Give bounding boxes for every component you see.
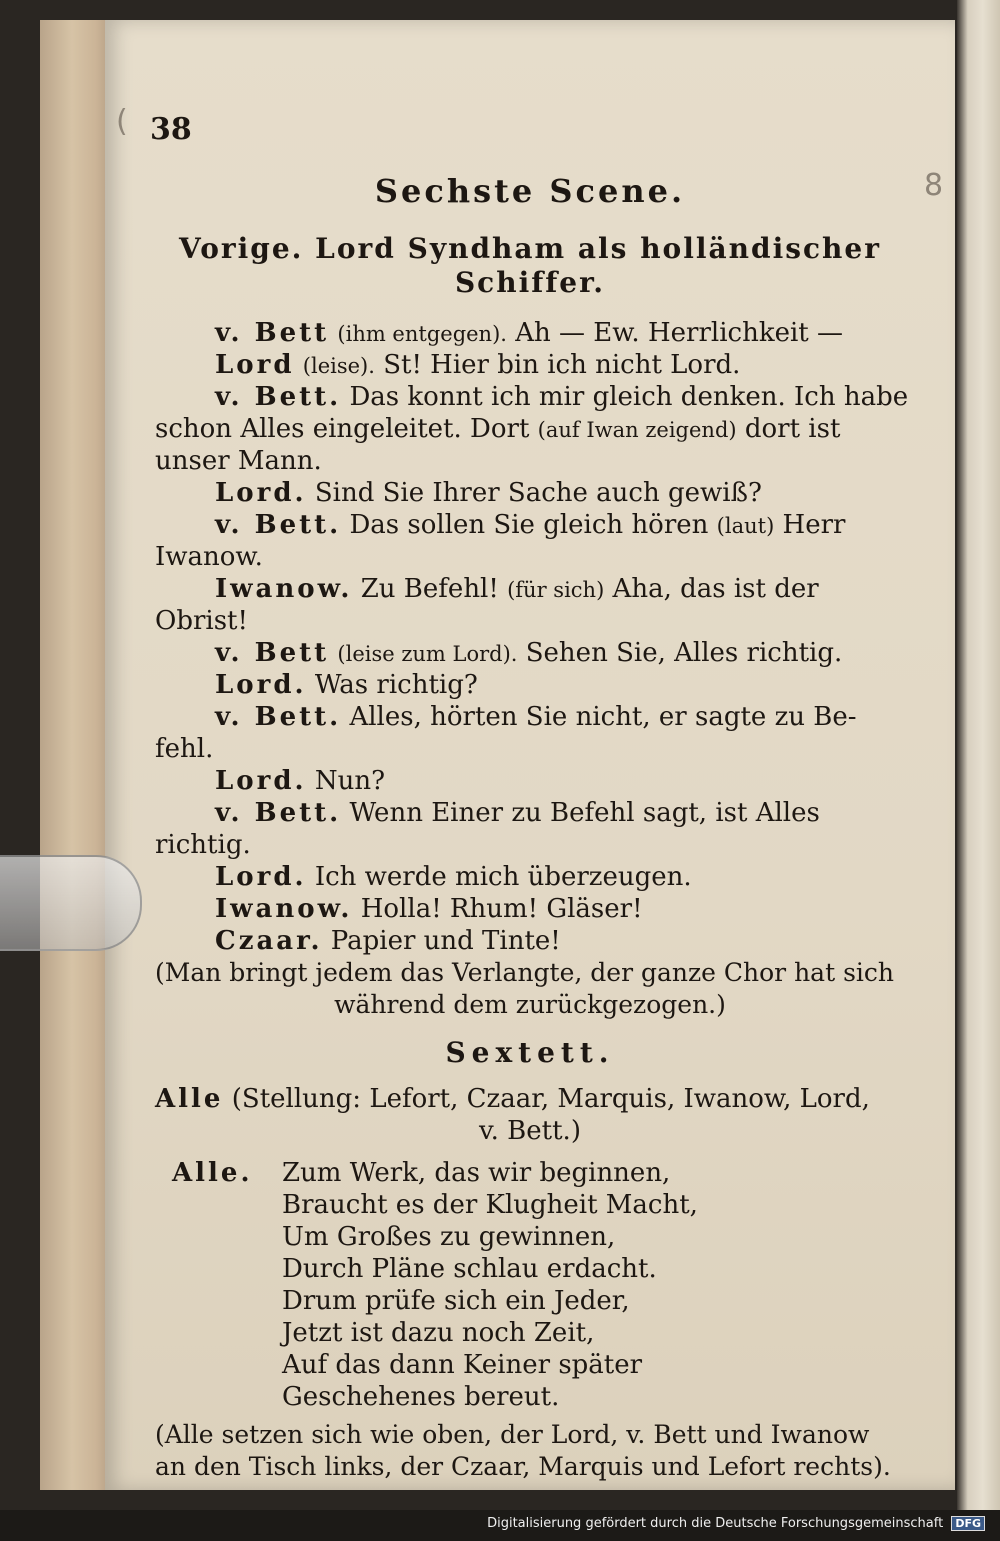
dialogue-text: Sehen Sie, Alles richtig. <box>525 638 843 668</box>
stage-direction: (leise zum Lord). <box>337 642 518 666</box>
dialogue-text: Zu Befehl! <box>360 574 508 604</box>
dialogue-continuation: Iwanow. <box>155 542 263 572</box>
dialogue-line <box>215 798 820 828</box>
dialogue-continuation <box>155 414 840 444</box>
stage-direction-line-1: (Alle setzen sich wie oben, der Lord, v. Bett und Iwanow <box>155 1420 870 1449</box>
verse-line: Durch Pläne schlau erdacht. <box>282 1254 657 1284</box>
digitization-footer <box>0 1516 985 1531</box>
dialogue-line <box>215 478 762 508</box>
dialogue-text: Was richtig? <box>314 670 478 700</box>
verse-line: Um Großes zu gewinnen, <box>282 1222 616 1252</box>
speaker-name: v. Bett <box>215 638 330 668</box>
speaker-name: Czaar. <box>215 926 323 956</box>
page-clamp <box>0 855 142 951</box>
dialogue-line <box>215 766 385 796</box>
pencil-mark-right: 8 <box>924 168 944 203</box>
dialogue-text: Ah — Ew. Herrlichkeit — <box>515 318 843 348</box>
pencil-mark-left: ( <box>116 104 128 139</box>
dialogue-text: schon Alles eingeleitet. Dort <box>155 414 538 444</box>
alle-stellung-continuation: v. Bett.) <box>479 1116 581 1146</box>
stage-direction: (laut) <box>716 514 775 538</box>
dialogue-line <box>215 926 561 956</box>
speaker-name: Lord. <box>215 862 307 892</box>
speaker-name: v. Bett. <box>215 510 342 540</box>
speaker-name: v. Bett. <box>215 702 342 732</box>
dialogue-line <box>215 318 843 348</box>
stage-heading-line-1: Vorige. Lord Syndham als holländischer <box>179 232 881 265</box>
verse-line: Braucht es der Klugheit Macht, <box>282 1190 698 1220</box>
dialogue-continuation: unser Mann. <box>155 446 322 476</box>
dialogue-text: dort ist <box>736 414 841 444</box>
dialogue-line <box>215 350 740 380</box>
dialogue-text: Wenn Einer zu Befehl sagt, ist Alles <box>349 798 820 828</box>
stage-direction-line-1: (Man bringt jedem das Verlangte, der ganze Chor hat sich <box>155 958 895 987</box>
stage-direction: (leise). <box>302 354 375 378</box>
stage-direction-line-2: an den Tisch links, der Czaar, Marquis und Lefort rechts). <box>155 1452 891 1481</box>
dfg-logo-icon: DFG <box>951 1516 985 1531</box>
page-number: 38 <box>150 112 192 147</box>
dialogue-line <box>215 670 478 700</box>
dialogue-text: Sind Sie Ihrer Sache auch gewiß? <box>314 478 762 508</box>
dialogue-text: Das sollen Sie gleich hören <box>349 510 717 540</box>
dialogue-continuation: Obrist! <box>155 606 248 636</box>
speaker-name: v. Bett. <box>215 382 342 412</box>
dialogue-line <box>215 510 845 540</box>
dialogue-line <box>215 574 819 604</box>
sextett-title: Sextett. <box>445 1036 615 1069</box>
footer-text: Digitalisierung gefördert durch die Deutsche Forschungsgemeinschaft <box>487 1516 944 1531</box>
stage-heading-line-2: Schiffer. <box>454 266 606 299</box>
dialogue-text: Herr <box>774 510 846 540</box>
speaker-name: Iwanow. <box>215 574 353 604</box>
dialogue-text: Alles, hörten Sie nicht, er sagte zu Be- <box>349 702 857 732</box>
dialogue-text: St! Hier bin ich nicht Lord. <box>383 350 741 380</box>
speaker-name: Alle <box>155 1084 224 1114</box>
dialogue-continuation: fehl. <box>155 734 214 764</box>
stage-direction-line-2: während dem zurückgezogen.) <box>334 990 726 1019</box>
stage-direction: (ihm entgegen). <box>337 322 507 346</box>
dialogue-text: Das konnt ich mir gleich denken. Ich habe <box>349 382 909 412</box>
alle-stellung-line <box>155 1084 870 1114</box>
speaker-name: v. Bett <box>215 318 330 348</box>
verse-line: Jetzt ist dazu noch Zeit, <box>282 1318 595 1348</box>
dialogue-text: Nun? <box>314 766 386 796</box>
dialogue-line <box>215 862 692 892</box>
verse-speaker: Alle. <box>172 1158 253 1188</box>
speaker-name: Iwanow. <box>215 894 353 924</box>
speaker-name: Lord. <box>215 766 307 796</box>
scene-title: Sechste Scene. <box>374 172 686 210</box>
speaker-name: Lord. <box>215 478 307 508</box>
next-page-edge <box>957 0 1000 1510</box>
speaker-name: Lord. <box>215 670 307 700</box>
dialogue-text: Holla! Rhum! Gläser! <box>360 894 643 924</box>
stage-direction: (für sich) <box>507 578 605 602</box>
dialogue-line <box>215 382 908 412</box>
stage-direction: (auf Iwan zeigend) <box>537 418 737 442</box>
speaker-name: v. Bett. <box>215 798 342 828</box>
dialogue-line <box>215 894 643 924</box>
verse-line: Drum prüfe sich ein Jeder, <box>282 1286 630 1316</box>
speaker-name: Lord <box>215 350 295 380</box>
dialogue-text: Papier und Tinte! <box>330 926 561 956</box>
dialogue-continuation: richtig. <box>155 830 251 860</box>
verse-line: Zum Werk, das wir beginnen, <box>282 1158 671 1188</box>
dialogue-line <box>215 702 857 732</box>
dialogue-line <box>215 638 842 668</box>
dialogue-text: Aha, das ist der <box>604 574 819 604</box>
dialogue-text: (Stellung: Lefort, Czaar, Marquis, Iwanow, Lord, <box>231 1084 870 1114</box>
verse-line: Auf das dann Keiner später <box>282 1350 643 1380</box>
dialogue-text: Ich werde mich überzeugen. <box>314 862 692 892</box>
verse-line: Geschehenes bereut. <box>282 1382 560 1412</box>
